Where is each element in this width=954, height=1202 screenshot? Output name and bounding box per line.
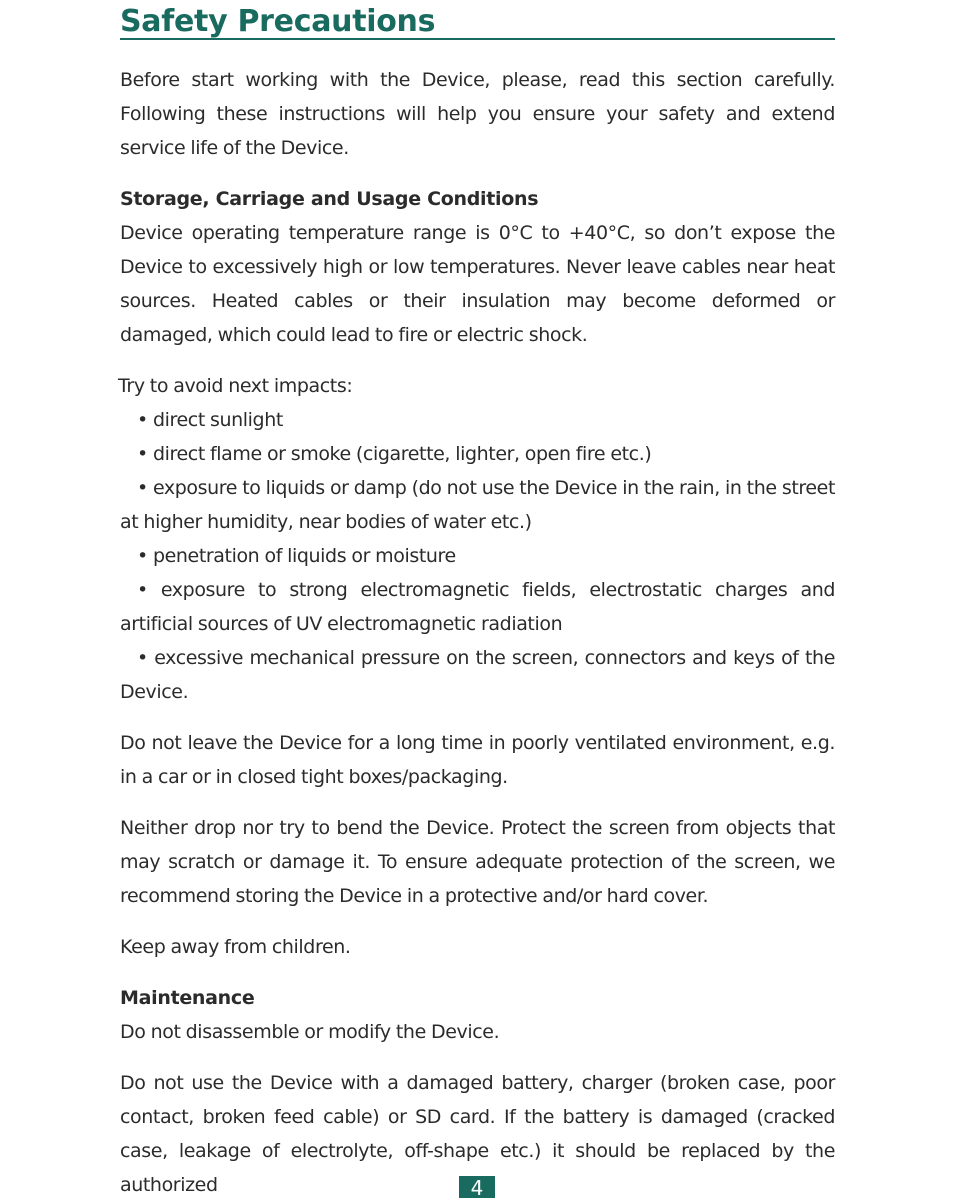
drop-paragraph: Neither drop nor try to bend the Device. Protect the screen from objects that may scratch or damage it. To ensure adequate protection of the screen, we recommend storing the Device in a protective and/or hard cover. — [120, 817, 835, 907]
document-page — [120, 0, 835, 1202]
impact-item-electromagnetic: • exposure to strong electromagnetic fields, electrostatic charges and artificial sources of UV electromagnetic radiation — [120, 579, 835, 635]
intro-paragraph: Before start working with the Device, please, read this section carefully. Following these instructions will help you ensure your safety and extend service life of the Device. — [120, 69, 835, 159]
temperature-paragraph: Device operating temperature range is 0°C to +40°C, so don’t expose the Device to excessively high or low temperatures. Never leave cables near heat sources. Heated cables or their insulation may become deformed or damaged, which could lead to fire or electric shock. — [120, 222, 835, 346]
impact-item-moisture: • penetration of liquids or moisture — [137, 545, 456, 567]
impacts-intro: Try to avoid next impacts: — [118, 375, 353, 397]
battery-paragraph: Do not use the Device with a damaged battery, charger (broken case, poor contact, broken feed cable) or SD card. If the battery is damaged (cracked case, leakage of electrolyte, off-shape etc.) it should be replaced by the authorized — [120, 1072, 835, 1196]
maintenance-heading: Maintenance — [120, 987, 255, 1009]
ventilation-paragraph: Do not leave the Device for a long time in poorly ventilated environment, e.g. in a car or in closed tight boxes/packaging. — [120, 732, 835, 788]
children-paragraph: Keep away from children. — [120, 936, 351, 958]
impact-item-pressure: • excessive mechanical pressure on the screen, connectors and keys of the Device. — [120, 647, 835, 703]
page-title: Safety Precautions — [120, 0, 835, 40]
disassemble-paragraph: Do not disassemble or modify the Device. — [120, 1021, 500, 1043]
page-number: 4 — [459, 1176, 495, 1198]
impact-item-sunlight: • direct sunlight — [137, 409, 283, 431]
storage-heading: Storage, Carriage and Usage Conditions — [120, 188, 539, 210]
impact-item-liquids: • exposure to liquids or damp (do not use the Device in the rain, in the street at higher humidity, near bodies of water etc.) — [120, 477, 835, 533]
impact-item-flame: • direct flame or smoke (cigarette, lighter, open fire etc.) — [137, 443, 652, 465]
